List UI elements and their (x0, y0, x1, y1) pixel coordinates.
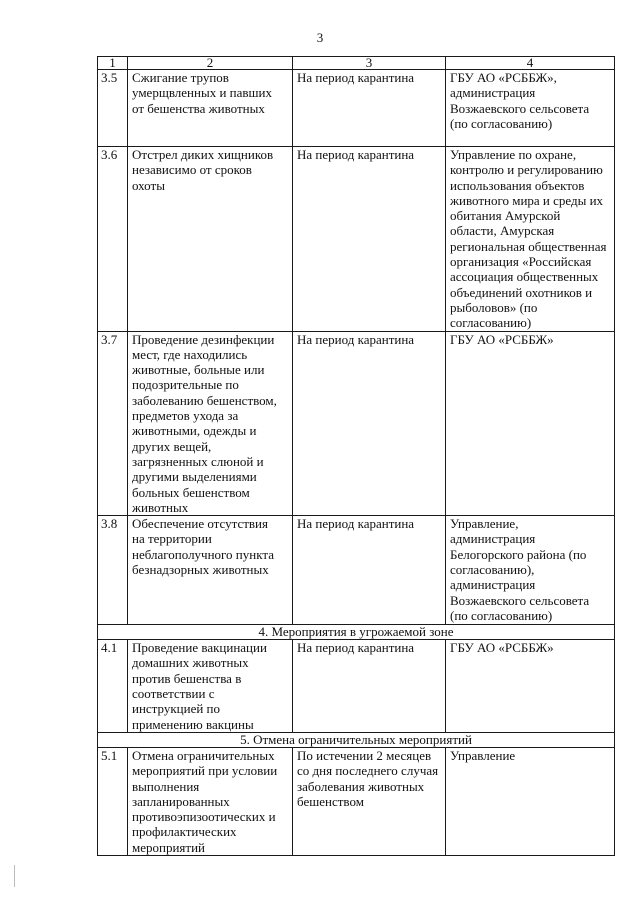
column-header-1: 1 (98, 57, 128, 70)
table-row (98, 331, 615, 516)
row-number: 3.5 (98, 70, 128, 147)
section-4-title: 4. Мероприятия в угрожаемой зоне (98, 625, 615, 640)
section-heading-row (98, 625, 615, 640)
table-row (98, 640, 615, 733)
term-cell: На период карантина (293, 331, 446, 516)
responsible-cell: Управление, администрация Белогорского района (по согласованию), администрация Возжаевского сельсовета (по согласованию) (446, 516, 615, 625)
responsible-cell: Управление (446, 747, 615, 855)
column-header-3: 3 (293, 57, 446, 70)
measures-table (97, 56, 615, 856)
table-row (98, 70, 615, 147)
table-row (98, 516, 615, 625)
column-header-4: 4 (446, 57, 615, 70)
event-cell: Сжигание трупов умерщвленных и павших от бешенства животных (128, 70, 293, 147)
table-header-row (98, 57, 615, 70)
responsible-cell: ГБУ АО «РСББЖ» (446, 331, 615, 516)
row-number: 3.6 (98, 147, 128, 332)
section-5-title: 5. Отмена ограничительных мероприятий (98, 732, 615, 747)
event-cell: Обеспечение отсутствия на территории неблагополучного пункта безнадзорных животных (128, 516, 293, 625)
row-number: 4.1 (98, 640, 128, 733)
section-heading-row (98, 732, 615, 747)
term-cell: На период карантина (293, 147, 446, 332)
row-number: 3.7 (98, 331, 128, 516)
responsible-cell: Управление по охране, контролю и регулированию использования объектов животного мира и среды их обитания Амурской области, Амурская региональная общественная организация «Российская ассоциация общественных объединений охотников и рыболовов» (по согласованию) (446, 147, 615, 332)
table-row (98, 747, 615, 855)
term-cell: На период карантина (293, 640, 446, 733)
table-row (98, 147, 615, 332)
row-number: 5.1 (98, 747, 128, 855)
term-cell: На период карантина (293, 516, 446, 625)
event-cell: Отстрел диких хищников независимо от сроков охоты (128, 147, 293, 332)
term-cell: По истечении 2 месяцев со дня последнего случая заболевания животных бешенством (293, 747, 446, 855)
scan-edge-mark (14, 865, 15, 887)
term-cell: На период карантина (293, 70, 446, 147)
event-cell: Проведение вакцинации домашних животных против бешенства в соответствии с инструкцией по применению вакцины (128, 640, 293, 733)
event-cell: Проведение дезинфекции мест, где находились животные, больные или подозрительные по заболеванию бешенством, предметов ухода за животными, одежды и других вещей, загрязненных слюной и другими выделениями больных бешенством животных (128, 331, 293, 516)
row-number: 3.8 (98, 516, 128, 625)
page-number: 3 (316, 30, 324, 45)
event-cell: Отмена ограничительных мероприятий при условии выполнения запланированных противоэпизоотических и профилактических мероприятий (128, 747, 293, 855)
column-header-2: 2 (128, 57, 293, 70)
responsible-cell: ГБУ АО «РСББЖ», администрация Возжаевского сельсовета (по согласованию) (446, 70, 615, 147)
responsible-cell: ГБУ АО «РСББЖ» (446, 640, 615, 733)
